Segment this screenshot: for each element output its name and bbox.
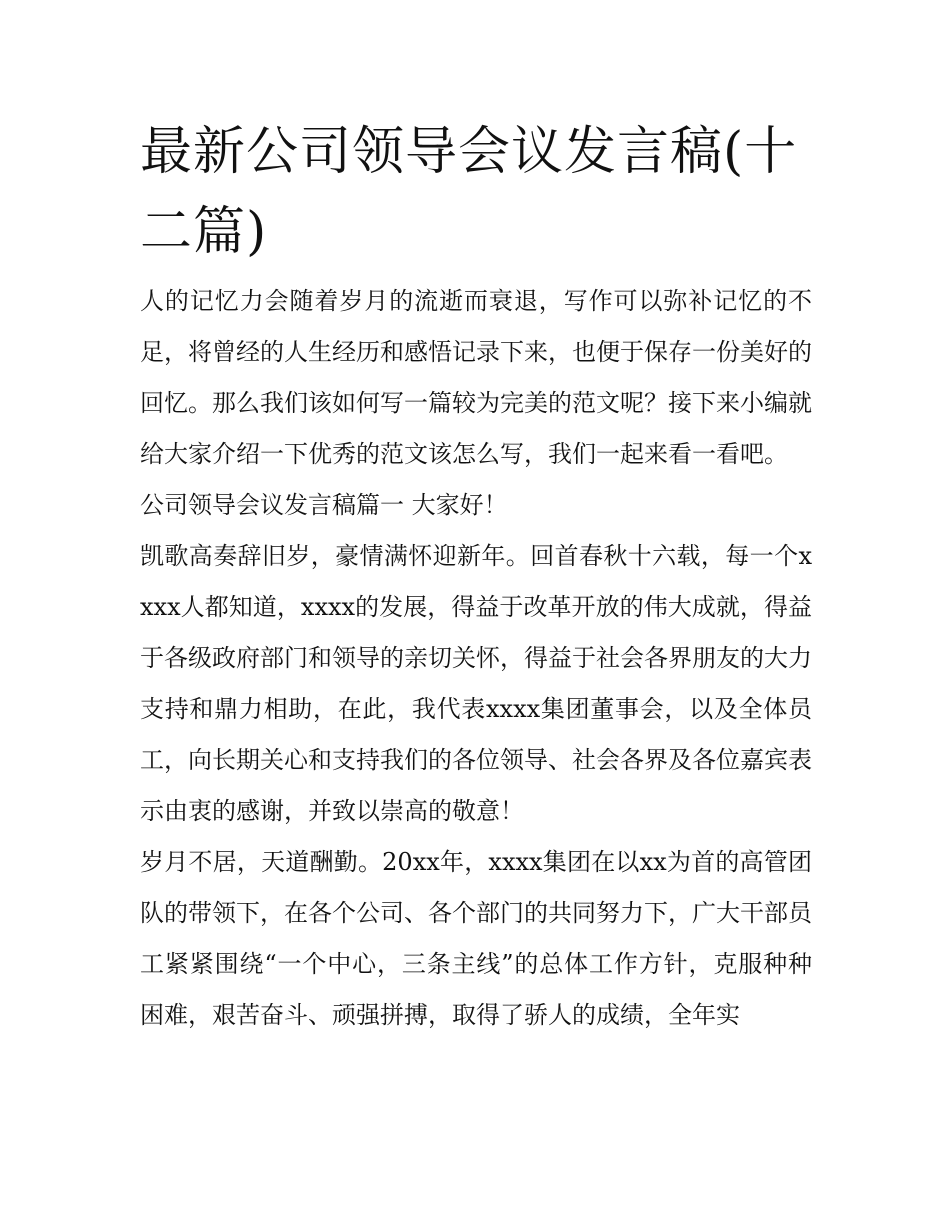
section-heading-paragraph: 公司领导会议发言稿篇一 大家好！ (140, 491, 508, 519)
speech-paragraph-1: 凯歌高奏辞旧岁，豪情满怀迎新年。回首春秋十六载，每一个xxxx人都知道，xxxx的发展，得益于改革开放的伟大成就，得益于各级政府部门和领导的亲切关怀，得益于社会各界朋友的大力支持和鼎力相助，在此，我代表xxxx集团董事会，以及全体员工，向长期关心和支持我们的各位领导、社会各界及各位嘉宾表示由衷的感谢，并致以崇高的敬意！ (140, 542, 812, 825)
speech-paragraph-2: 岁月不居，天道酬勤。20xx年，xxxx集团在以xx为首的高管团队的带领下，在各个公司、各个部门的共同努力下，广大干部员工紧紧围绕“一个中心，三条主线”的总体工作方针，克服种种困难，艰苦奋斗、顽强拼搏，取得了骄人的成绩，全年实 (140, 848, 812, 1029)
intro-paragraph: 人的记忆力会随着岁月的流逝而衰退，写作可以弥补记忆的不足，将曾经的人生经历和感悟记录下来，也便于保存一份美好的回忆。那么我们该如何写一篇较为完美的范文呢？接下来小编就给大家介绍一下优秀的范文该怎么写，我们一起来看一看吧。 (140, 287, 812, 468)
document-title: 最新公司领导会议发言稿(十二篇) (140, 122, 798, 262)
document-body (140, 276, 812, 1041)
